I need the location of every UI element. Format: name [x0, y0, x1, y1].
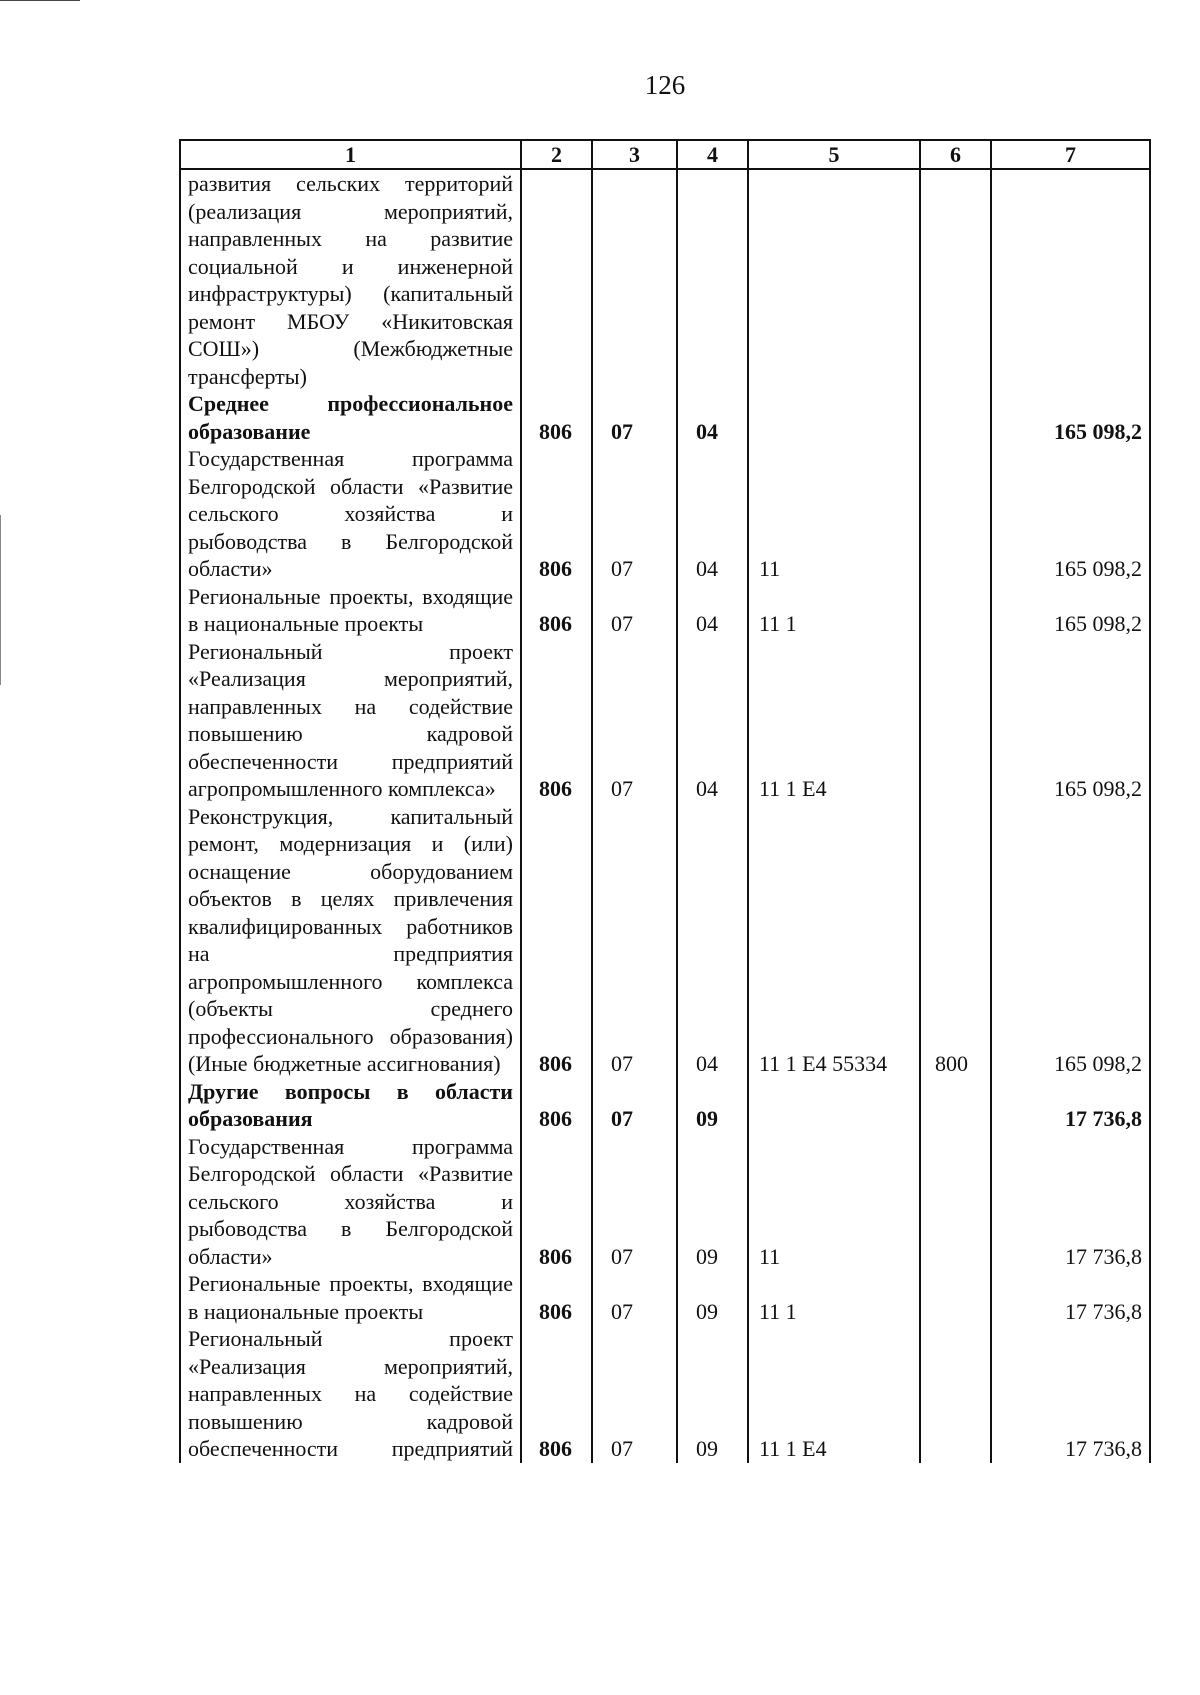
table-row	[180, 803, 1150, 1078]
row-name: Другие вопросы в области образования	[180, 1078, 521, 1133]
cell-section: 07	[592, 1078, 677, 1133]
row-name: Региональные проекты, входящие в национальные проекты	[180, 583, 521, 638]
cell-expense-type	[920, 1270, 991, 1325]
cell-expense-type	[920, 169, 991, 390]
cell-amount: 165 098,2	[991, 583, 1150, 638]
cell-code: 806	[521, 445, 592, 583]
cell-section: 07	[592, 390, 677, 445]
column-header: 7	[991, 140, 1150, 169]
cell-code: 806	[521, 1270, 592, 1325]
scan-edge-mark	[0, 515, 1, 685]
cell-subsection	[677, 169, 748, 390]
table-row	[180, 1078, 1150, 1133]
column-header: 3	[592, 140, 677, 169]
cell-code: 806	[521, 803, 592, 1078]
cell-code: 806	[521, 1078, 592, 1133]
cell-subsection: 04	[677, 390, 748, 445]
cell-code: 806	[521, 1325, 592, 1463]
cell-subsection: 09	[677, 1325, 748, 1463]
cell-subsection: 04	[677, 445, 748, 583]
cell-expense-type	[920, 1078, 991, 1133]
row-name: Региональные проекты, входящие в национальные проекты	[180, 1270, 521, 1325]
row-name: Государственная программа Белгородской области «Развитие сельского хозяйства и рыбоводства в Белгородской области»	[180, 445, 521, 583]
cell-expense-type: 800	[920, 803, 991, 1078]
cell-amount: 17 736,8	[991, 1270, 1150, 1325]
cell-code: 806	[521, 390, 592, 445]
cell-section: 07	[592, 445, 677, 583]
cell-code: 806	[521, 1133, 592, 1271]
column-header: 2	[521, 140, 592, 169]
cell-target-article: 11	[748, 445, 920, 583]
header-row	[180, 140, 1150, 169]
cell-amount	[991, 169, 1150, 390]
cell-expense-type	[920, 445, 991, 583]
cell-section: 07	[592, 1325, 677, 1463]
table-row	[180, 169, 1150, 390]
cell-amount: 165 098,2	[991, 638, 1150, 803]
cell-amount: 17 736,8	[991, 1078, 1150, 1133]
cell-target-article: 11 1 E4	[748, 1325, 920, 1463]
column-header: 6	[920, 140, 991, 169]
row-name: Реконструкция, капитальный ремонт, модернизация и (или) оснащение оборудованием объектов в целях привлечения квалифицированных работников на предприятия агропромышленного комплекса (объекты среднего профессионального образования) (Иные бюджетные ассигнования)	[180, 803, 521, 1078]
cell-target-article: 11	[748, 1133, 920, 1271]
column-header: 4	[677, 140, 748, 169]
cell-section: 07	[592, 803, 677, 1078]
budget-table	[179, 139, 1151, 1463]
cell-amount: 165 098,2	[991, 445, 1150, 583]
cell-target-article: 11 1 E4	[748, 638, 920, 803]
cell-target-article: 11 1	[748, 1270, 920, 1325]
row-name: Региональный проект «Реализация мероприятий, направленных на содействие повышению кадровой обеспеченности предприятий	[180, 1325, 521, 1463]
cell-target-article	[748, 390, 920, 445]
table-row	[180, 1325, 1150, 1463]
cell-target-article: 11 1	[748, 583, 920, 638]
table-row	[180, 638, 1150, 803]
cell-amount: 17 736,8	[991, 1325, 1150, 1463]
row-name: Среднее профессиональное образование	[180, 390, 521, 445]
cell-subsection: 09	[677, 1270, 748, 1325]
table-row	[180, 1270, 1150, 1325]
cell-code: 806	[521, 638, 592, 803]
cell-expense-type	[920, 583, 991, 638]
cell-amount: 165 098,2	[991, 390, 1150, 445]
cell-section: 07	[592, 638, 677, 803]
table-row	[180, 390, 1150, 445]
cell-amount: 17 736,8	[991, 1133, 1150, 1271]
table-row	[180, 1133, 1150, 1271]
column-header: 1	[180, 140, 521, 169]
cell-subsection: 09	[677, 1078, 748, 1133]
cell-code	[521, 169, 592, 390]
cell-section	[592, 169, 677, 390]
cell-code: 806	[521, 583, 592, 638]
row-name: Государственная программа Белгородской области «Развитие сельского хозяйства и рыбоводства в Белгородской области»	[180, 1133, 521, 1271]
page-number: 126	[644, 70, 686, 100]
row-name: развития сельских территорий (реализация мероприятий, направленных на развитие социальной и инженерной инфраструктуры) (капитальный ремонт МБОУ «Никитовская СОШ») (Межбюджетные трансферты)	[180, 169, 521, 390]
cell-section: 07	[592, 583, 677, 638]
cell-section: 07	[592, 1133, 677, 1271]
cell-expense-type	[920, 390, 991, 445]
row-name: Региональный проект «Реализация мероприятий, направленных на содействие повышению кадровой обеспеченности предприятий агропромышленного комплекса»	[180, 638, 521, 803]
cell-target-article: 11 1 E4 55334	[748, 803, 920, 1078]
table-row	[180, 445, 1150, 583]
cell-section: 07	[592, 1270, 677, 1325]
cell-subsection: 04	[677, 583, 748, 638]
cell-subsection: 04	[677, 638, 748, 803]
table-row	[180, 583, 1150, 638]
column-header: 5	[748, 140, 920, 169]
cell-subsection: 09	[677, 1133, 748, 1271]
cell-expense-type	[920, 1133, 991, 1271]
scan-edge-mark	[0, 0, 80, 1]
cell-target-article	[748, 169, 920, 390]
cell-subsection: 04	[677, 803, 748, 1078]
cell-expense-type	[920, 638, 991, 803]
cell-expense-type	[920, 1325, 991, 1463]
cell-amount: 165 098,2	[991, 803, 1150, 1078]
cell-target-article	[748, 1078, 920, 1133]
